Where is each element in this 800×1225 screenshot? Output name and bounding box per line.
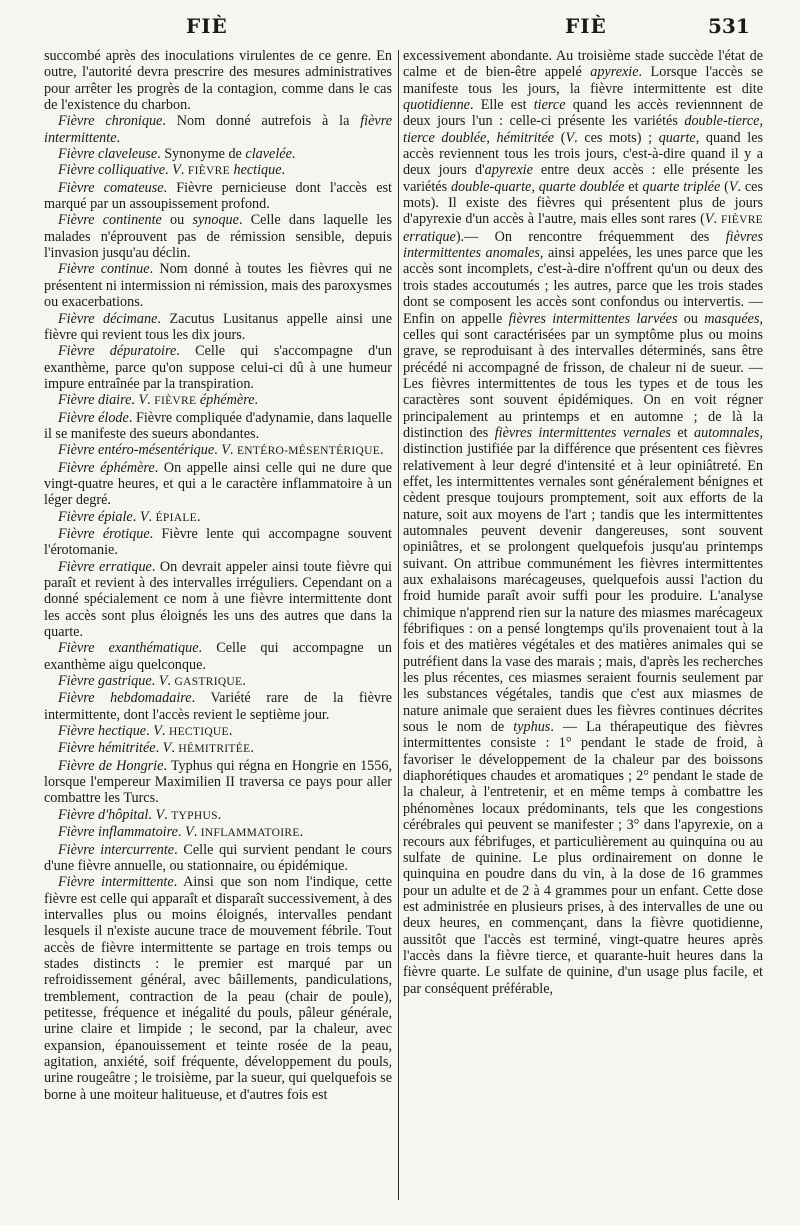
dictionary-entry-continuation: excessivement abondante. Au troisième stade succède l'état de calme et de bien-être appelé apyrexie. Lorsque l'accès se manifeste tous les jours, la fièvre intermittente est dite quotidienne. Elle est tierce quand les accès reviennnent de deux jours l'un : celle-ci présente les variétés double-tierce, tierce doublée, hémitritée (V. ces mots) ; quarte, quand les accès reviennent tous les trois jours, c'est-à-dire quand il y a deux jours d'apyrexie entre deux accès : elle présente les variétés double-quarte, quarte doublée et quarte triplée (V. ces mots). Il existe des fièvres qui présentent plus de jours d'apyrexie d'un accès à l'autre, mais elles sont rares (V. FIÈVRE erratique).— On rencontre fréquemment des fièvres intermittentes anomales, ainsi appelées, les unes parce que les accès sont incomplets, c'est-à-dire n'offrent qu'un ou deux des trois stades accoutumés ; les autres, parce que les trois stades dont se composent les accès sont confondus ou intervertis. — Enfin on appelle fièvres intermittentes larvées ou masquées, celles qui sont caractérisées par un symptôme plus ou moins grave, se reproduisant à des intervalles déterminés, sans être précédé ni accompagné de frisson, de chaleur ni de sueur. — Les fièvres intermittentes de tous les types et de tous les caractères sont souvent épidémiques. On en voit régner principalement au printemps et en automne ; de là la distinction des fièvres intermittentes vernales et automnales, distinction justifiée par la différence que présentent ces fièvres relativement à leur degré d'intensité et à leur opiniâtreté. En effet, les intermittentes vernales sont généralement bénignes et cèdent presque toujours promptement, soit aux efforts de la nature, soit aux moyens de l'art ; tandis que les intermittentes automnales peuvent devenir dangereuses, sont souvent opiniâtres, et se prolongent quelquefois jusqu'au printemps suivant. On attribue communément les fièvres intermittentes aux exhalaisons marécageuses, quelquefois aussi l'action du froid humide paraît avoir suffi pour les produire. L'analyse chimique n'apprend rien sur la nature des miasmes marécageux fébrifiques : on a pensé longtemps qu'ils provenaient tout à la fois et des matières végétales et des matières animales qui se putréfient dans la vase des marais ; mais, d'après les recherches les plus récentes, ces miasmes seraient fournis seulement par les substances végétales, tandis que c'est aux miasmes de nature animale que seraient dues les fièvres continues décrites sous le nom de typhus. — La thérapeutique des fièvres intermittentes consiste : 1° pendant le stade de froid, à favoriser le développement de la chaleur par des boissons diaphorétiques chaudes et aromatiques ; 2° pendant le stade de la chaleur, à l'entretenir, et en même temps à combattre les phénomènes locaux prédominants, tels que les congestions cérébrales qui peuvent se manifester ; 3° dans l'apyrexie, on a recours aux fébrifuges, et particulièrement au quinquina ou au sulfate de quinine. Le plus ordinairement on donne le quinquina en poudre dans du vin, à la dose de 16 grammes pour un adulte et de 2 à 4 grammes pour un enfant. Cette dose est administrée en plusieurs prises, à des intervalles de une ou deux heures, en commençant, dans la fièvre quotidienne, aussitôt que l'accès est terminé, vingt-quatre heures après l'accès dans la fièvre tierce, et quarante-huit heures dans la fièvre quarte. Le sulfate de quinine, d'un usage plus facile, et par conséquent préférable, <box>403 48 764 997</box>
dictionary-entry: Fièvre claveleuse. Synonyme de clavelée. <box>58 146 296 163</box>
right-running-head: FIÈ <box>565 14 607 38</box>
page-number: 531 <box>708 14 750 38</box>
dictionary-entry: Fièvre diaire. V. FIÈVRE éphémère. <box>58 392 259 409</box>
dictionary-entry: Fièvre décimane. Zacutus Lusitanus appelle ainsi une fièvre qui revient tous les dix jours. <box>44 310 392 343</box>
dictionary-entry: Fièvre chronique. Nom donné autrefois à la fièvre intermittente. <box>44 113 392 146</box>
dictionary-entry: Fièvre hémitritée. V. HÉMITRITÉE. <box>58 740 254 757</box>
dictionary-entry: Fièvre comateuse. Fièvre pernicieuse dont l'accès est marqué par un assoupissement profond. <box>44 179 392 213</box>
dictionary-entry: Fièvre erratique. On devrait appeler ainsi toute fièvre qui paraît et revient à des intervalles irréguliers. Cependant on a donné spécialement ce nom à une fièvre intermittente dont les accès sont plus éloignés les uns des autres que dans la quarte. <box>44 558 392 641</box>
dictionary-entry: Fièvre hectique. V. HECTIQUE. <box>58 723 233 740</box>
dictionary-entry: Fièvre épiale. V. ÉPIALE. <box>58 508 201 525</box>
dictionary-entry: Fièvre gastrique. V. GASTRIQUE. <box>58 673 246 690</box>
page-header <box>0 8 800 38</box>
dictionary-entry: Fièvre intercurrente. Celle qui survient pendant le cours d'une fièvre annuelle, ou stationnaire, ou épidémique. <box>44 841 392 874</box>
dictionary-entry: Fièvre continue. Nom donné à toutes les fièvres qui ne présentent ni intermission ni rémission, mais des paroxysmes ou exacerbations. <box>44 261 392 311</box>
dictionary-entry: Fièvre dépuratoire. Celle qui s'accompagne d'un exanthème, parce qu'on suppose celui-ci dû à une humeur impure entraînée par la transpiration. <box>44 343 392 392</box>
dictionary-entry: Fièvre intermittente. Ainsi que son nom l'indique, cette fièvre est celle qui apparaît et disparaît successivement, à des intervalles plus ou moins éloignés, intervalles pendant lesquels il n'existe aucune trace de mouvement fébrile. Tout accès de fièvre intermittente se partage en trois temps ou stades distincts : le premier est marqué par un refroidissement général, avec bâillements, pandiculations, tremblement, contraction de la peau (chair de poule), petitesse, fréquence et inégalité du pouls, pâleur générale, urine claire et limpide ; le second, par la chaleur, avec expansion, épanouissement et teinte rosée de la peau, agitation, anxiété, soif fréquente, développement du pouls, urine rougeâtre ; le troisième, par la sueur, qui quelquefois se borne à une moiteur halitueuse, et d'autres fois est <box>44 874 392 1103</box>
column-divider <box>398 50 399 1200</box>
dictionary-entry: succombé après des inoculations virulentes de ce genre. En outre, l'autorité devra prescrire des mesures administratives pour arrêter les progrès de la contagion, comme dans le cas de l'existence du charbon. <box>44 48 392 114</box>
right-column <box>403 48 763 997</box>
dictionary-entry: Fièvre érotique. Fièvre lente qui accompagne souvent l'érotomanie. <box>44 525 392 559</box>
left-column <box>44 48 392 1103</box>
dictionary-entry: Fièvre inflammatoire. V. INFLAMMATOIRE. <box>58 824 304 841</box>
dictionary-entry: Fièvre entéro-mésentérique. V. ENTÉRO-MÉSENTÉRIQUE. <box>58 442 384 459</box>
dictionary-entry: Fièvre colliquative. V. FIÈVRE hectique. <box>58 162 286 179</box>
dictionary-entry: Fièvre éphémère. On appelle ainsi celle qui ne dure que vingt-quatre heures, et qui a le caractère inflammatoire à un léger degré. <box>44 459 392 509</box>
dictionary-entry: Fièvre de Hongrie. Typhus qui régna en Hongrie en 1556, lorsque l'empereur Maximilien II traversa ce pays pour aller combattre les Turcs. <box>44 757 392 807</box>
dictionary-entry: Fièvre d'hôpital. V. TYPHUS. <box>58 806 222 823</box>
dictionary-entry: Fièvre continente ou synoque. Celle dans laquelle les malades n'éprouvent pas de rémission sensible, depuis l'invasion jusqu'au déclin. <box>44 212 392 262</box>
left-running-head: FIÈ <box>186 14 228 38</box>
dictionary-entry: Fièvre exanthématique. Celle qui accompagne un exanthème aigu quelconque. <box>44 640 392 673</box>
dictionary-entry: Fièvre élode. Fièvre compliquée d'adynamie, dans laquelle il se manifeste des sueurs abondantes. <box>44 409 393 442</box>
dictionary-entry: Fièvre hebdomadaire. Variété rare de la fièvre intermittente, dont l'accès revient le septième jour. <box>44 690 392 723</box>
